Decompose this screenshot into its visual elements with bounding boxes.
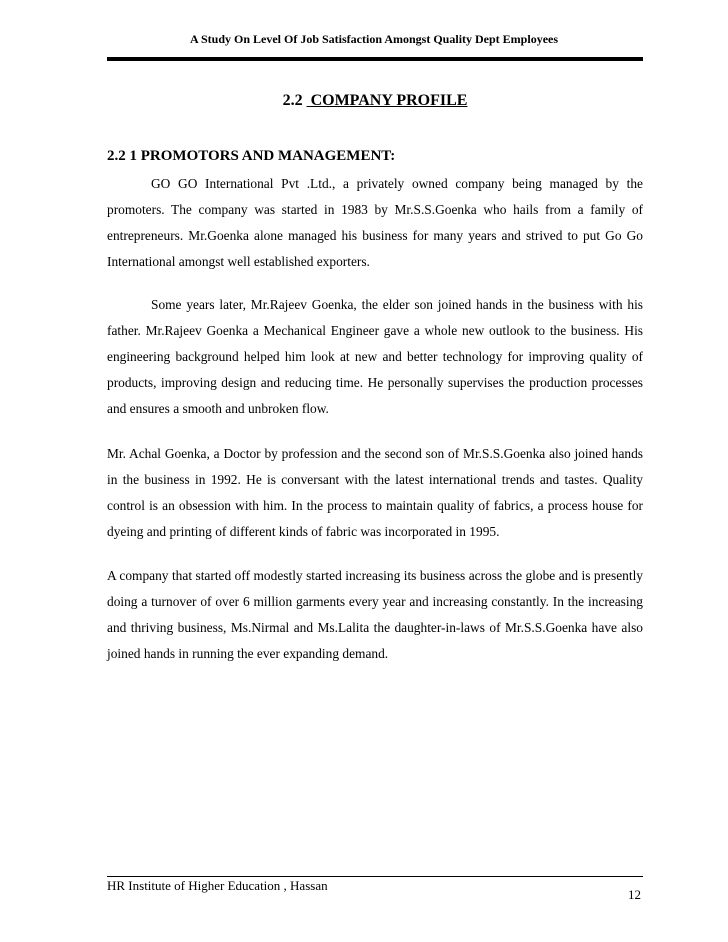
section-title — [107, 92, 643, 110]
page-number: 12 — [628, 887, 641, 902]
paragraph-rajeev-goenka: Some years later, Mr.Rajeev Goenka, the elder son joined hands in the business with his father. Mr.Rajeev Goenka a Mechanical Engineer gave a whole new outlook to the business. His engineering background helped him look at new and better technology for improving quality of products, improving design and reducing time. He personally supervises the production processes and ensures a smooth and unbroken flow. — [107, 297, 643, 416]
footer-rule — [107, 876, 643, 877]
section-title-text — [307, 92, 468, 109]
section-title-label: COMPANY PROFILE — [310, 92, 468, 109]
subsection-heading: 2.2 1 PROMOTORS AND MANAGEMENT: — [107, 148, 396, 164]
paragraph-promoters: GO GO International Pvt .Ltd., a privately owned company being managed by the promoters. The company was started in 1983 by Mr.S.S.Goenka who hails from a family of entrepreneurs. Mr.Goenka alone managed his business for many years and strived to put Go Go International amongst well established exporters. — [107, 176, 643, 269]
footer-institution: HR Institute of Higher Education , Hassan — [107, 878, 328, 893]
section-number: 2.2 — [282, 92, 303, 109]
paragraph-growth: A company that started off modestly started increasing its business across the globe and is presently doing a turnover of over 6 million garments every year and increasing constantly. In the increasing and thriving business, Ms.Nirmal and Ms.Lalita the daughter-in-laws of Mr.S.S.Goenka have also joined hands in running the ever expanding demand. — [107, 568, 643, 661]
paragraph-achal-goenka: Mr. Achal Goenka, a Doctor by profession and the second son of Mr.S.S.Goenka also joined hands in the business in 1992. He is conversant with the latest international trends and tastes. Quality control is an obsession with him. In the process to maintain quality of fabrics, a process house for dyeing and printing of different kinds of fabric was incorporated in 1995. — [107, 446, 643, 539]
header-rule — [107, 57, 643, 61]
running-header: A Study On Level Of Job Satisfaction Amongst Quality Dept Employees — [189, 32, 559, 46]
